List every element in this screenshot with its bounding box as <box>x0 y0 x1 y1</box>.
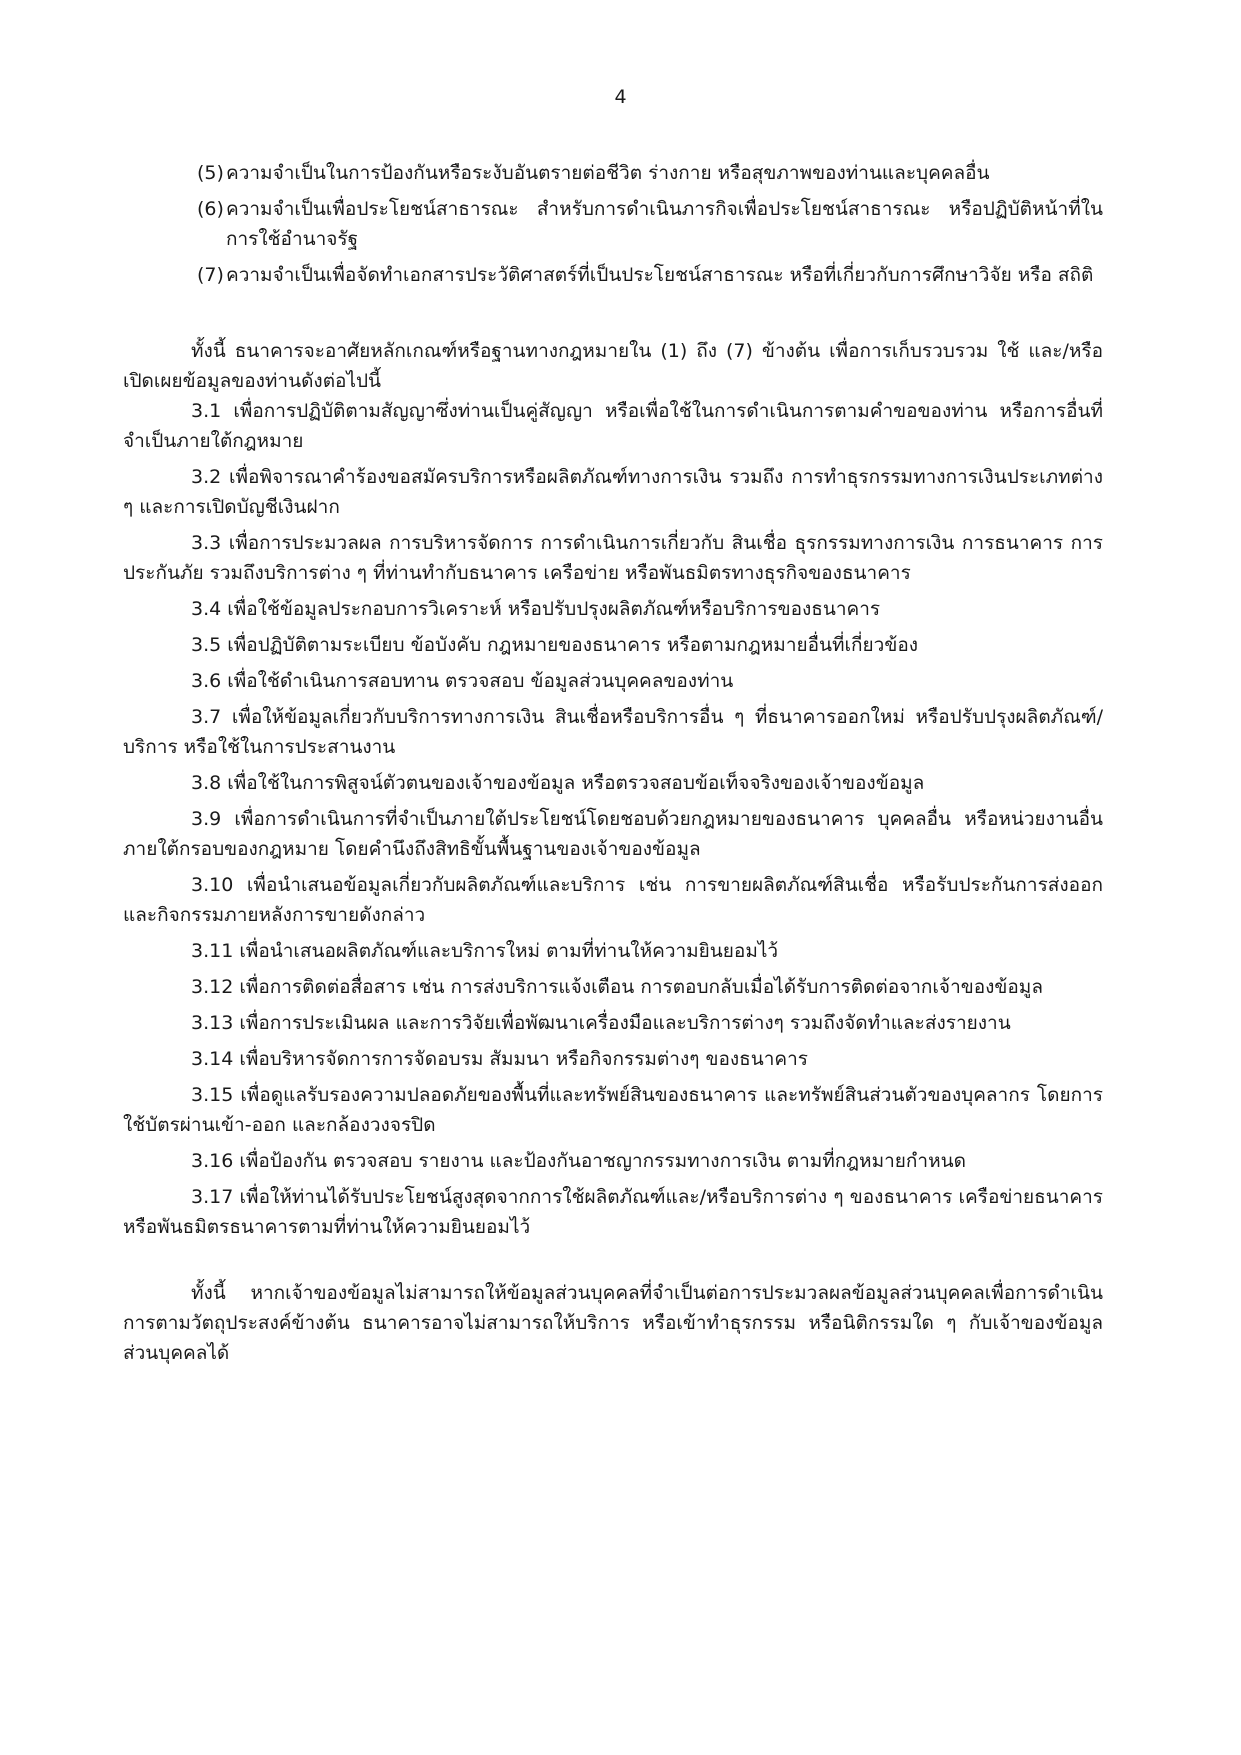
legal-basis-text: ความจำเป็นในการป้องกันหรือระงับอันตรายต่อชีวิต ร่างกาย หรือสุขภาพของท่านและบุคคลอื่น <box>226 162 990 184</box>
purpose-item: 3.5 เพื่อปฏิบัติตามระเบียบ ข้อบังคับ กฎหมายของธนาคาร หรือตามกฎหมายอื่นที่เกี่ยวข้อง <box>191 634 919 656</box>
purpose-item: 3.6 เพื่อใช้ดำเนินการสอบทาน ตรวจสอบ ข้อมูลส่วนบุคคลของท่าน <box>191 670 734 692</box>
legal-basis-text: ความจำเป็นเพื่อประโยชน์สาธารณะ สำหรับการดำเนินภารกิจเพื่อประโยชน์สาธารณะ หรือปฏิบัติหน้าที่ในการใช้อำนาจรัฐ <box>226 198 1103 250</box>
purpose-list <box>123 396 1103 1242</box>
legal-basis-item <box>123 260 1103 290</box>
purpose-item: 3.17 เพื่อให้ท่านได้รับประโยชน์สูงสุดจากการใช้ผลิตภัณฑ์และ/หรือบริการต่าง ๆ ของธนาคาร เครือข่ายธนาคาร หรือพันธมิตรธนาคารตามที่ท่านให้ความยินยอมไว้ <box>123 1186 1103 1238</box>
purpose-item: 3.9 เพื่อการดำเนินการที่จำเป็นภายใต้ประโยชน์โดยชอบด้วยกฎหมายของธนาคาร บุคคลอื่น หรือหน่วยงานอื่นภายใต้กรอบของกฎหมาย โดยคำนึงถึงสิทธิขั้นพื้นฐานของเจ้าของข้อมูล <box>123 808 1103 860</box>
purpose-item: 3.11 เพื่อนำเสนอผลิตภัณฑ์และบริการใหม่ ตามที่ท่านให้ความยินยอมไว้ <box>191 940 779 962</box>
purpose-item: 3.8 เพื่อใช้ในการพิสูจน์ตัวตนของเจ้าของข้อมูล หรือตรวจสอบข้อเท็จจริงของเจ้าของข้อมูล <box>191 772 925 794</box>
closing-paragraph: ทั้งนี้ หากเจ้าของข้อมูลไม่สามารถให้ข้อมูลส่วนบุคคลที่จำเป็นต่อการประมวลผลข้อมูลส่วนบุคคลเพื่อการดำเนินการตามวัตถุประสงค์ข้างต้น ธนาคารอาจไม่สามารถให้บริการ หรือเข้าทำธุรกรรม หรือนิติกรรมใด ๆ กับเจ้าของข้อมูลส่วนบุคคลได้ <box>123 1282 1103 1364</box>
purpose-item: 3.2 เพื่อพิจารณาคำร้องขอสมัครบริการหรือผลิตภัณฑ์ทางการเงิน รวมถึง การทำธุรกรรมทางการเงินประเภทต่าง ๆ และการเปิดบัญชีเงินฝาก <box>123 466 1103 518</box>
purpose-item: 3.16 เพื่อป้องกัน ตรวจสอบ รายงาน และป้องกันอาชญากรรมทางการเงิน ตามที่กฎหมายกำหนด <box>191 1150 966 1172</box>
purpose-item: 3.1 เพื่อการปฏิบัติตามสัญญาซึ่งท่านเป็นคู่สัญญา หรือเพื่อใช้ในการดำเนินการตามคำขอของท่าน หรือการอื่นที่จำเป็นภายใต้กฎหมาย <box>123 400 1103 452</box>
purpose-item: 3.14 เพื่อบริหารจัดการการจัดอบรม สัมมนา หรือกิจกรรมต่างๆ ของธนาคาร <box>191 1048 808 1070</box>
legal-basis-number: (5) <box>197 162 224 184</box>
document-body <box>123 158 1103 1368</box>
purpose-item: 3.15 เพื่อดูแลรับรองความปลอดภัยของพื้นที่และทรัพย์สินของธนาคาร และทรัพย์สินส่วนตัวของบุคลากร โดยการใช้บัตรผ่านเข้า-ออก และกล้องวงจรปิด <box>123 1084 1103 1136</box>
page-number: 4 <box>614 86 627 108</box>
purpose-item: 3.3 เพื่อการประมวลผล การบริหารจัดการ การดำเนินการเกี่ยวกับ สินเชื่อ ธุรกรรมทางการเงิน การธนาคาร การประกันภัย รวมถึงบริการต่าง ๆ ที่ท่านทำกับธนาคาร เครือข่าย หรือพันธมิตรทางธุรกิจของธนาคาร <box>123 532 1103 584</box>
purpose-item: 3.12 เพื่อการติดต่อสื่อสาร เช่น การส่งบริการแจ้งเตือน การตอบกลับเมื่อได้รับการติดต่อจากเจ้าของข้อมูล <box>191 976 1043 998</box>
legal-basis-number: (6) <box>197 198 224 220</box>
purpose-item: 3.4 เพื่อใช้ข้อมูลประกอบการวิเคราะห์ หรือปรับปรุงผลิตภัณฑ์หรือบริการของธนาคาร <box>191 598 881 620</box>
legal-basis-number: (7) <box>197 264 224 286</box>
purpose-item: 3.13 เพื่อการประเมินผล และการวิจัยเพื่อพัฒนาเครื่องมือและบริการต่างๆ รวมถึงจัดทำและส่งรายงาน <box>191 1012 1011 1034</box>
purpose-item: 3.7 เพื่อให้ข้อมูลเกี่ยวกับบริการทางการเงิน สินเชื่อหรือบริการอื่น ๆ ที่ธนาคารออกใหม่ หรือปรับปรุงผลิตภัณฑ์/บริการ หรือใช้ในการประสานงาน <box>123 706 1103 758</box>
purpose-item: 3.10 เพื่อนำเสนอข้อมูลเกี่ยวกับผลิตภัณฑ์และบริการ เช่น การขายผลิตภัณฑ์สินเชื่อ หรือรับประกันการส่งออก และกิจกรรมภายหลังการขายดังกล่าว <box>123 874 1103 926</box>
intro-paragraph: ทั้งนี้ ธนาคารจะอาศัยหลักเกณฑ์หรือฐานทางกฎหมายใน (1) ถึง (7) ข้างต้น เพื่อการเก็บรวบรวม ใช้ และ/หรือเปิดเผยข้อมูลของท่านดังต่อไปนี้ <box>123 340 1103 392</box>
legal-basis-text: ความจำเป็นเพื่อจัดทำเอกสารประวัติศาสตร์ที่เป็นประโยชน์สาธารณะ หรือที่เกี่ยวกับการศึกษาวิจัย หรือ สถิติ <box>226 264 1094 286</box>
legal-basis-item <box>123 194 1103 254</box>
legal-basis-item <box>123 158 1103 188</box>
